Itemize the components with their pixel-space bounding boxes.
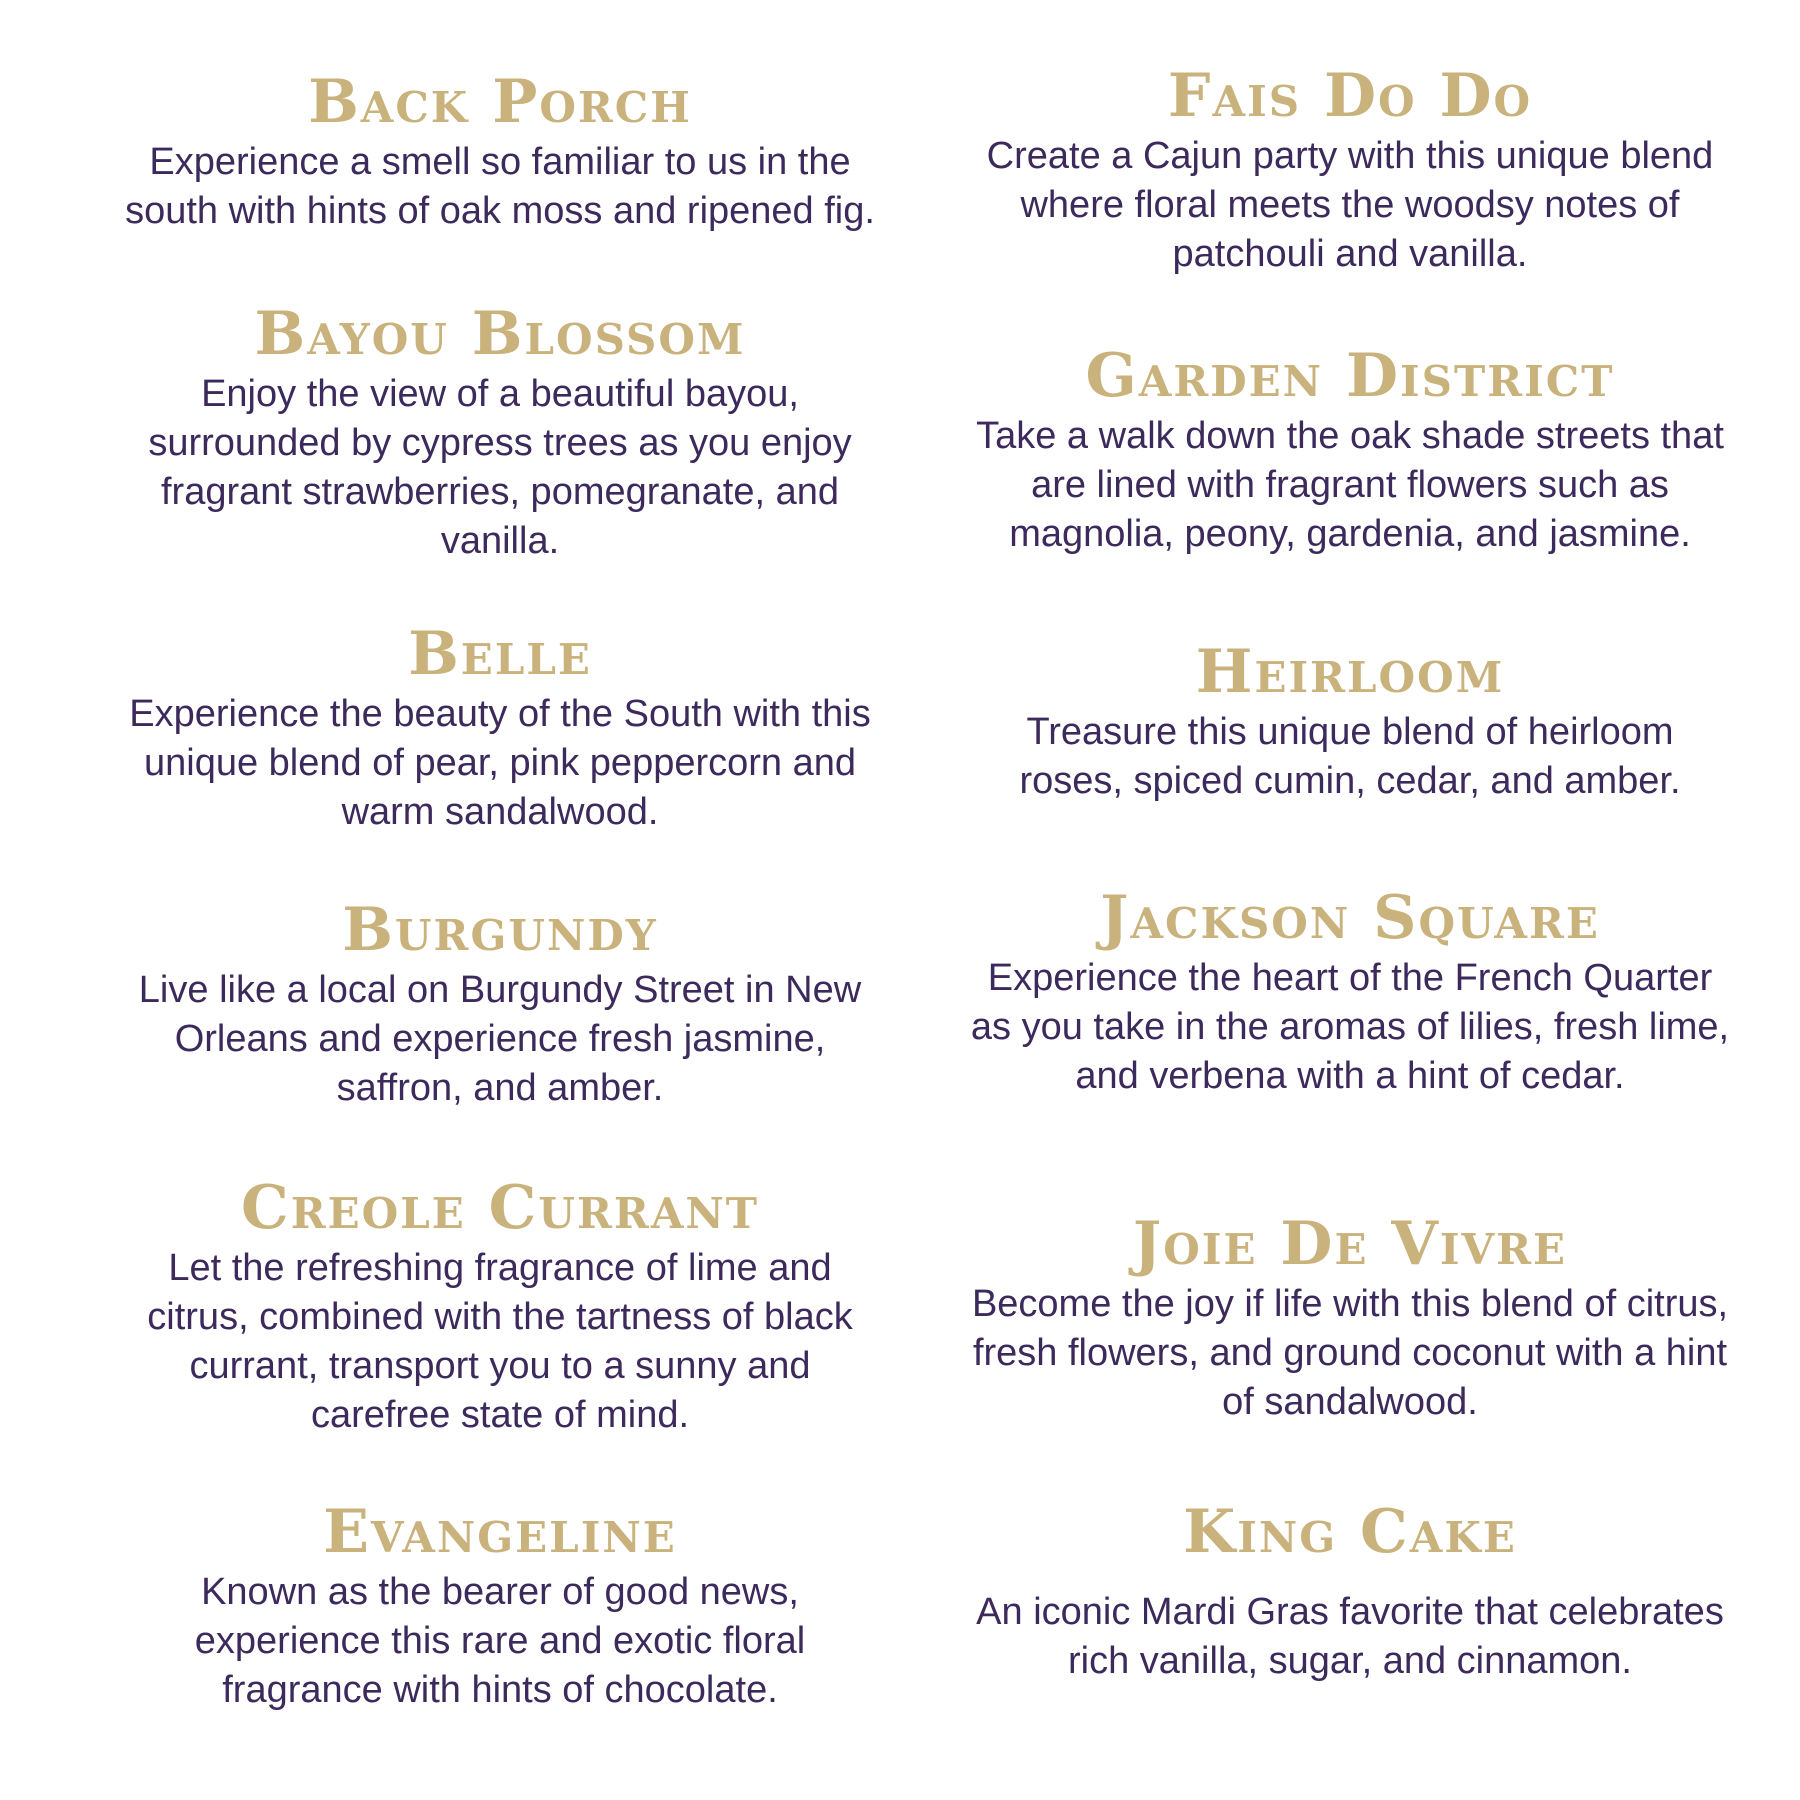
fragrance-entry-belle (70, 619, 930, 837)
fragrance-title: Jackson Square (1100, 883, 1600, 953)
fragrance-title: Evangeline (323, 1497, 677, 1567)
left-column (70, 0, 930, 1800)
fragrance-title: Fais Do Do (1167, 61, 1533, 131)
fragrance-entry-jackson-square (920, 883, 1780, 1101)
fragrance-entry-fais-do-do (920, 61, 1780, 279)
fragrance-description: Experience a smell so familiar to us in the south with hints of oak moss and ripened fig. (125, 141, 875, 232)
fragrance-entry-back-porch (70, 67, 930, 236)
fragrance-description: Become the joy if life with this blend of citrus, fresh flowers, and ground coconut with a hint of sandalwood. (971, 1283, 1729, 1423)
fragrance-entry-creole-currant (70, 1173, 930, 1440)
fragrance-entry-burgundy (70, 895, 930, 1113)
fragrance-title: King Cake (1183, 1497, 1517, 1567)
fragrance-description: Known as the bearer of good news, experience this rare and exotic floral fragrance with hints of chocolate. (194, 1571, 806, 1711)
fragrance-description: An iconic Mardi Gras favorite that celebrates rich vanilla, sugar, and cinnamon. (976, 1591, 1724, 1682)
fragrance-description: Create a Cajun party with this unique blend where floral meets the woodsy notes of patchouli and vanilla. (986, 135, 1714, 275)
fragrance-description: Let the refreshing fragrance of lime and citrus, combined with the tartness of black currant, transport you to a sunny and carefree state of mind. (147, 1247, 853, 1436)
fragrance-entry-evangeline (70, 1497, 930, 1715)
right-column (920, 0, 1780, 1800)
fragrance-entry-heirloom (920, 637, 1780, 806)
fragrance-entry-bayou-blossom (70, 299, 930, 566)
fragrance-description: Live like a local on Burgundy Street in New Orleans and experience fresh jasmine, saffron, and amber. (138, 969, 862, 1109)
fragrance-title: Garden District (1085, 341, 1615, 411)
fragrance-title: Heirloom (1195, 637, 1505, 707)
fragrance-title: Bayou Blossom (254, 299, 746, 369)
fragrance-title: Joie De Vivre (1132, 1209, 1568, 1279)
fragrance-description: Take a walk down the oak shade streets that are lined with fragrant flowers such as magnolia, peony, gardenia, and jasmine. (976, 415, 1724, 555)
fragrance-title: Back Porch (308, 67, 692, 137)
fragrance-entry-garden-district (920, 341, 1780, 559)
fragrance-entry-king-cake (920, 1497, 1780, 1686)
fragrance-title: Creole Currant (240, 1173, 760, 1243)
fragrance-title: Burgundy (342, 895, 658, 965)
fragrance-entry-joie-de-vivre (920, 1209, 1780, 1427)
fragrance-description: Experience the heart of the French Quarter as you take in the aromas of lilies, fresh lime, and verbena with a hint of cedar. (970, 957, 1730, 1097)
fragrance-title: Belle (408, 619, 592, 689)
fragrance-description: Treasure this unique blend of heirloom roses, spiced cumin, cedar, and amber. (1019, 711, 1681, 802)
fragrance-description: Enjoy the view of a beautiful bayou, surrounded by cypress trees as you enjoy fragrant strawberries, pomegranate, and vanilla. (148, 373, 852, 562)
fragrance-description: Experience the beauty of the South with this unique blend of pear, pink peppercorn and warm sandalwood. (129, 693, 871, 833)
